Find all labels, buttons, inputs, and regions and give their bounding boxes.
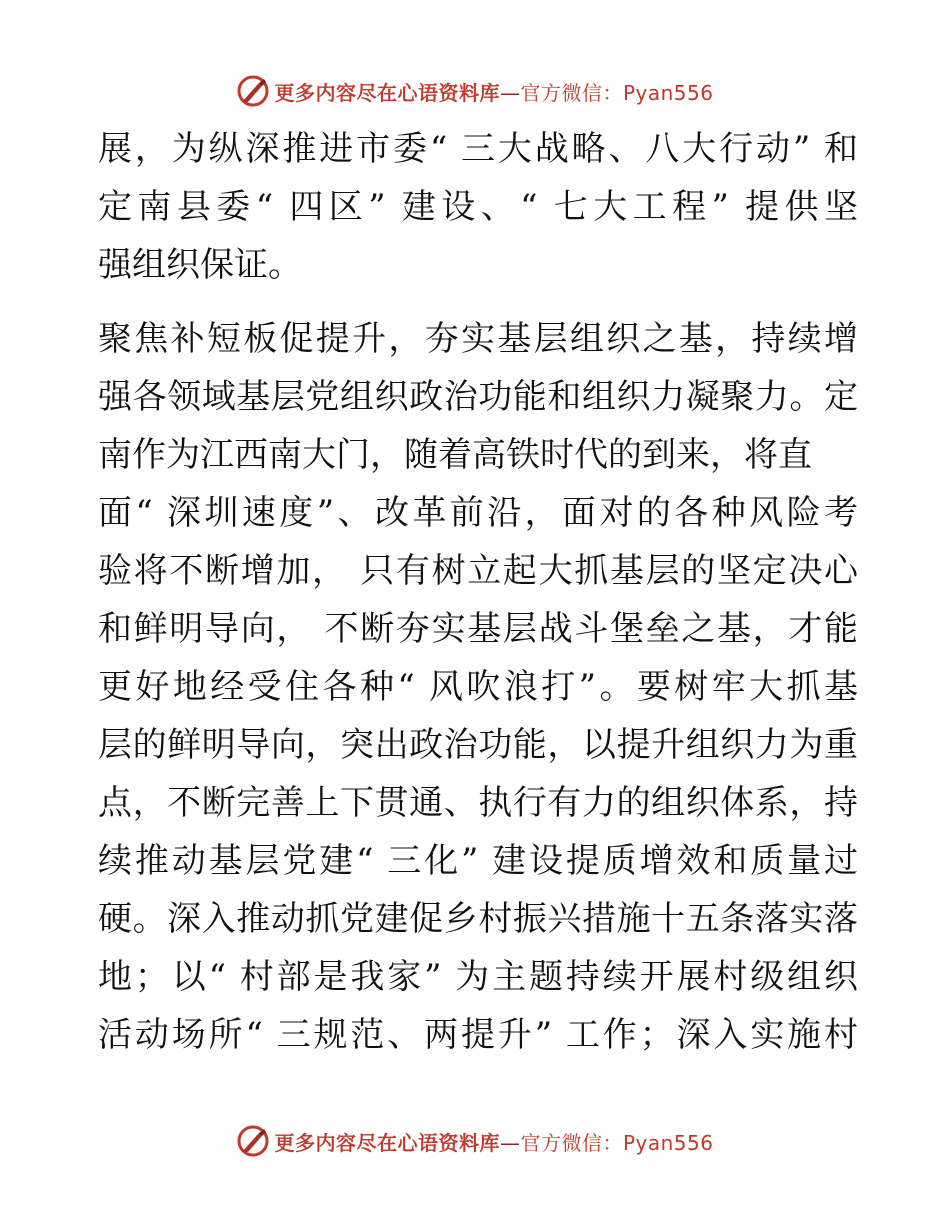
footer-banner-dash: — xyxy=(499,1130,521,1155)
text-line: 层的鲜明导向，突出政治功能，以提升组织力为重 xyxy=(98,725,858,765)
pen-logo-icon xyxy=(236,74,270,108)
text-line: 南作为江西南大门，随着高铁时代的到来，将直 xyxy=(98,435,812,475)
footer-banner-contact: 官方微信：Pyan556 xyxy=(520,1130,714,1155)
header-banner xyxy=(0,71,950,111)
text-line: 和鲜明导向， 不断夯实基层战斗堡垒之基，才能 xyxy=(98,609,858,649)
text-line: 硬。深入推动抓党建促乡村振兴措施十五条落实落 xyxy=(98,899,858,939)
text-line: 验将不断增加， 只有树立起大抓基层的坚定决心 xyxy=(98,551,858,591)
paragraph-2 xyxy=(98,310,858,1064)
text-line: 更好地经受住各种“ 风吹浪打”。要树牢大抓基 xyxy=(98,667,858,707)
text-line: 聚焦补短板促提升，夯实基层组织之基，持续增 xyxy=(98,319,858,359)
text-line: 定南县委“ 四区” 建设、“ 七大工程” 提供坚 xyxy=(98,187,858,227)
pen-logo-icon xyxy=(236,1124,270,1158)
header-banner-contact: 官方微信：Pyan556 xyxy=(520,80,714,105)
header-banner-text xyxy=(274,77,713,106)
header-banner-dash: — xyxy=(499,80,521,105)
text-line: 强各领域基层党组织政治功能和组织力凝聚力。定 xyxy=(98,377,858,417)
footer-banner xyxy=(0,1121,950,1161)
text-line: 面“ 深圳速度”、改革前沿，面对的各种风险考 xyxy=(98,493,858,533)
text-line: 强组织保证。 xyxy=(98,245,302,285)
footer-banner-main: 更多内容尽在心语资料库 xyxy=(274,1130,500,1155)
text-line: 点，不断完善上下贯通、执行有力的组织体系，持 xyxy=(98,783,858,823)
document-body xyxy=(98,120,858,1064)
paragraph-1 xyxy=(98,120,858,294)
text-line: 地；以“ 村部是我家” 为主题持续开展村级组织 xyxy=(98,957,858,997)
text-line: 展，为纵深推进市委“ 三大战略、八大行动” 和 xyxy=(98,129,858,169)
text-line: 续推动基层党建“ 三化” 建设提质增效和质量过 xyxy=(98,841,858,881)
text-line: 活动场所“ 三规范、两提升” 工作；深入实施村 xyxy=(98,1015,858,1055)
footer-banner-text xyxy=(274,1127,713,1156)
header-banner-main: 更多内容尽在心语资料库 xyxy=(274,80,500,105)
